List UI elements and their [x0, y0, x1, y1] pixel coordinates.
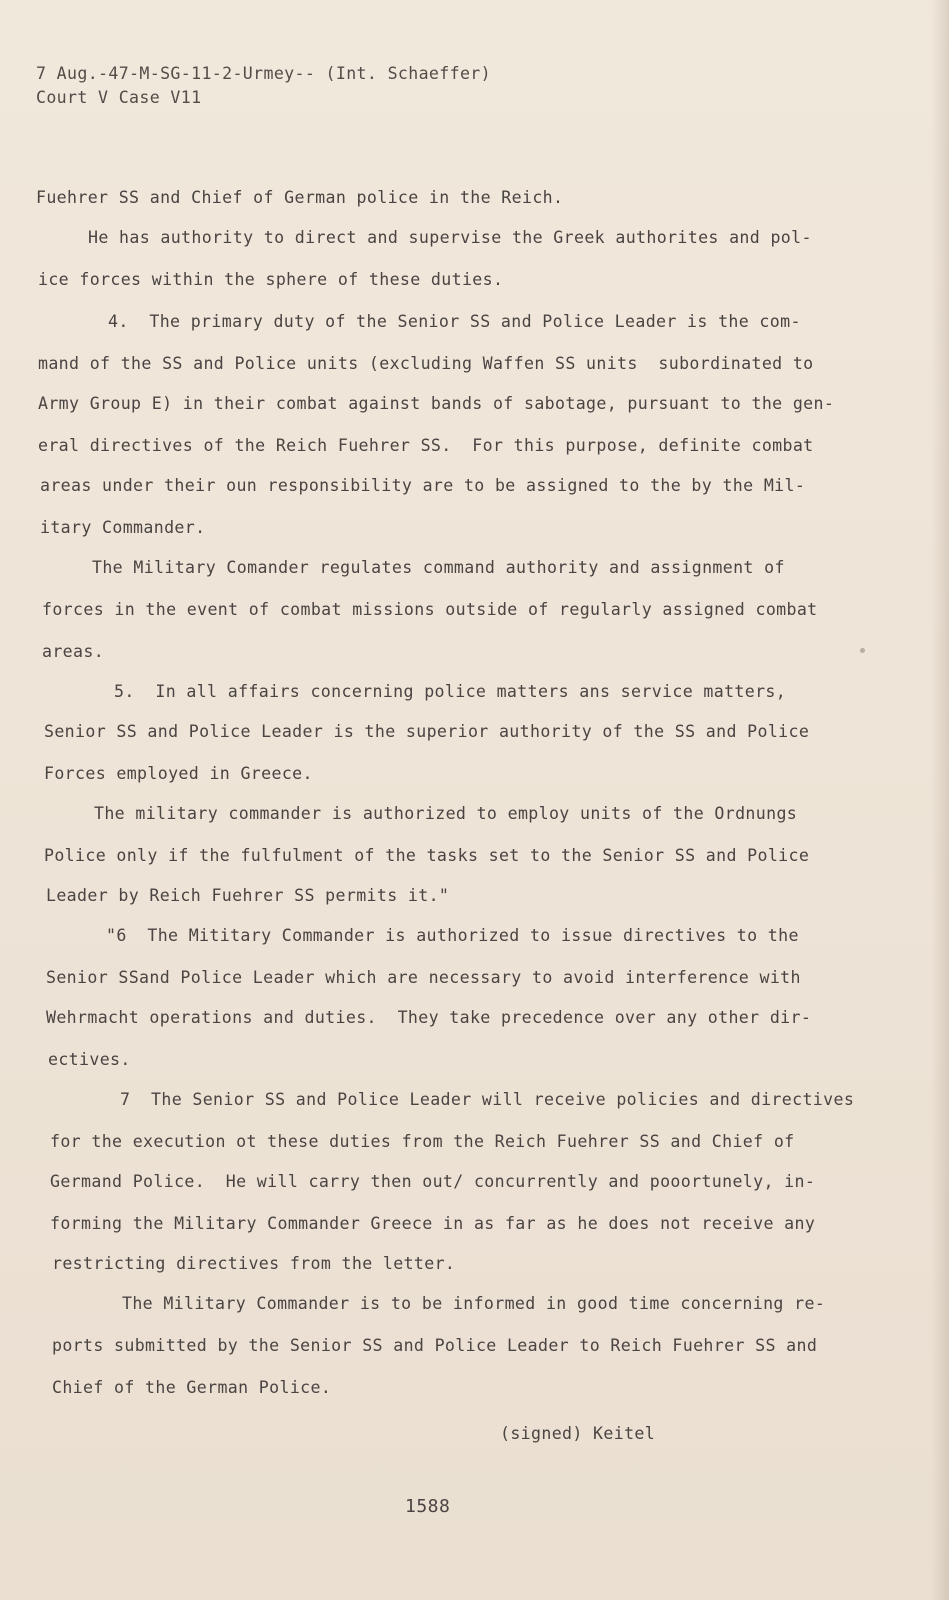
text-line: Forces employed in Greece.	[44, 764, 313, 783]
text-line: forming the Military Commander Greece in as far as he does not receive any	[50, 1214, 816, 1233]
text-line: for the execution ot these duties from the Reich Fuehrer SS and Chief of	[50, 1132, 795, 1151]
text-line: 4. The primary duty of the Senior SS and Police Leader is the com-	[108, 312, 801, 331]
text-line: Senior SS and Police Leader is the superior authority of the SS and Police	[44, 722, 810, 741]
text-line: Germand Police. He will carry then out/ concurrently and pooortunely, in-	[50, 1172, 816, 1191]
text-line: The Military Comander regulates command authority and assignment of	[92, 558, 785, 577]
header-line-2: Court V Case V11	[36, 88, 202, 107]
text-line: areas under their oun responsibility are to be assigned to the by the Mil-	[40, 476, 806, 495]
text-line: The military commander is authorized to employ units of the Ordnungs	[94, 804, 798, 823]
text-line: The Military Commander is to be informed in good time concerning re-	[122, 1294, 826, 1313]
text-line: ports submitted by the Senior SS and Police Leader to Reich Fuehrer SS and	[52, 1336, 818, 1355]
text-line: 5. In all affairs concerning police matters ans service matters,	[114, 682, 787, 701]
text-line: Chief of the German Police.	[52, 1378, 332, 1397]
text-line: areas.	[42, 642, 105, 661]
text-line: 7 The Senior SS and Police Leader will receive policies and directives	[120, 1090, 855, 1109]
text-line: He has authority to direct and supervise the Greek authorites and pol-	[88, 228, 812, 247]
text-line: Senior SSand Police Leader which are necessary to avoid interference with	[46, 968, 801, 987]
page-number: 1588	[405, 1496, 451, 1517]
paper-speck	[860, 648, 865, 653]
text-line: eral directives of the Reich Fuehrer SS. For this purpose, definite combat	[38, 436, 814, 455]
text-line: restricting directives from the letter.	[52, 1254, 456, 1273]
text-line: forces in the event of combat missions outside of regularly assigned combat	[42, 600, 818, 619]
text-line: "6 The Mititary Commander is authorized to issue directives to the	[106, 926, 799, 945]
text-line: Army Group E) in their combat against bands of sabotage, pursuant to the gen-	[38, 394, 835, 413]
text-line: mand of the SS and Police units (excluding Waffen SS units subordinated to	[38, 354, 814, 373]
page-edge-shadow	[931, 0, 949, 1600]
header-line-1: 7 Aug.-47-M-SG-11-2-Urmey-- (Int. Schaeffer)	[36, 64, 491, 83]
text-line: ice forces within the sphere of these duties.	[38, 270, 504, 289]
text-line: itary Commander.	[40, 518, 206, 537]
text-line: Police only if the fulfulment of the tasks set to the Senior SS and Police	[44, 846, 810, 865]
text-line: ectives.	[48, 1050, 131, 1069]
signature: (signed) Keitel	[500, 1424, 656, 1443]
text-line: Leader by Reich Fuehrer SS permits it."	[46, 886, 450, 905]
text-line: Fuehrer SS and Chief of German police in the Reich.	[36, 188, 564, 207]
text-line: Wehrmacht operations and duties. They take precedence over any other dir-	[46, 1008, 812, 1027]
